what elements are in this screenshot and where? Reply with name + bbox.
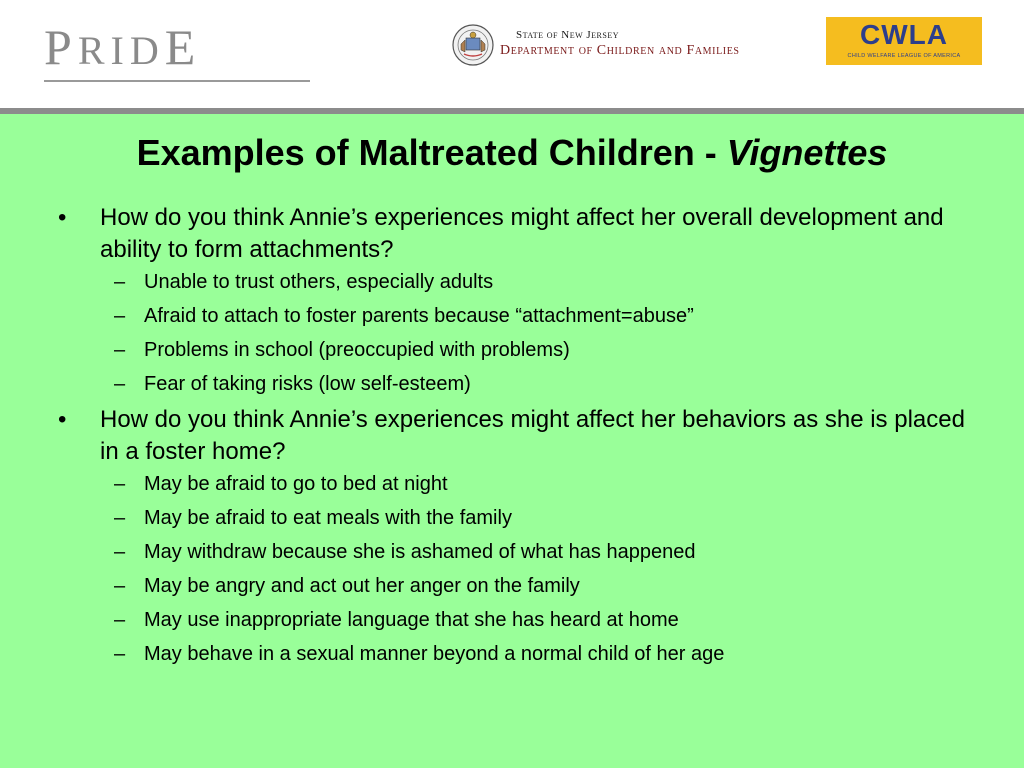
slide-title-italic: Vignettes (726, 132, 888, 173)
cwla-logo (826, 17, 982, 65)
sub-bullet-list (100, 470, 978, 668)
list-item (100, 470, 978, 498)
sub-bullet-marker: – (114, 575, 126, 597)
nj-state-label: State of New Jersey (516, 29, 620, 41)
slide-body (0, 114, 1024, 768)
bullet-marker: • (58, 406, 67, 433)
sub-bullet-text: Fear of taking risks (low self-esteem) (144, 373, 471, 395)
list-item (100, 538, 978, 566)
slide-title-text: Examples of Maltreated Children - (136, 132, 727, 173)
slide-title (0, 132, 1024, 174)
sub-bullet-marker: – (114, 305, 126, 327)
sub-bullet-text: Unable to trust others, especially adults (144, 271, 494, 293)
sub-bullet-text: May withdraw because she is ashamed of what has happened (144, 541, 696, 563)
sub-bullet-marker: – (114, 643, 126, 665)
pride-logo-text: PRIDE (44, 19, 202, 75)
list-item (100, 572, 978, 600)
list-item (58, 404, 978, 668)
bullet-question: How do you think Annie’s experiences might affect her behaviors as she is placed in a foster home? (100, 406, 965, 465)
nj-state-seal-icon (452, 24, 494, 66)
sub-bullet-marker: – (114, 271, 126, 293)
list-item (100, 370, 978, 398)
cwla-logo-subtext: CHILD WELFARE LEAGUE OF AMERICA (847, 53, 961, 59)
nj-dcf-logo (500, 28, 820, 60)
sub-bullet-text: Problems in school (preoccupied with problems) (144, 339, 570, 361)
list-item (100, 302, 978, 330)
sub-bullet-text: May behave in a sexual manner beyond a normal child of her age (144, 643, 725, 665)
list-item (100, 640, 978, 668)
sub-bullet-marker: – (114, 541, 126, 563)
list-item (100, 504, 978, 532)
sub-bullet-marker: – (114, 373, 126, 395)
bullet-marker: • (58, 204, 67, 231)
list-item (100, 336, 978, 364)
sub-bullet-marker: – (114, 473, 126, 495)
sub-bullet-marker: – (114, 339, 126, 361)
pride-logo (40, 18, 312, 86)
cwla-logo-text: CWLA (860, 19, 948, 50)
bullet-list (58, 202, 978, 674)
sub-bullet-marker: – (114, 609, 126, 631)
list-item (58, 202, 978, 398)
pride-logo-underline (44, 80, 310, 82)
sub-bullet-list (100, 268, 978, 398)
list-item (100, 268, 978, 296)
sub-bullet-text: May use inappropriate language that she has heard at home (144, 609, 679, 631)
sub-bullet-text: May be afraid to eat meals with the family (144, 507, 512, 529)
sub-bullet-text: Afraid to attach to foster parents because “attachment=abuse” (144, 305, 694, 327)
nj-department-label: Department of Children and Families (500, 43, 740, 58)
sub-bullet-marker: – (114, 507, 126, 529)
sub-bullet-text: May be angry and act out her anger on the family (144, 575, 580, 597)
bullet-question: How do you think Annie’s experiences might affect her overall development and ability to form attachments? (100, 204, 944, 263)
sub-bullet-text: May be afraid to go to bed at night (144, 473, 448, 495)
header-banner (0, 0, 1024, 108)
list-item (100, 606, 978, 634)
